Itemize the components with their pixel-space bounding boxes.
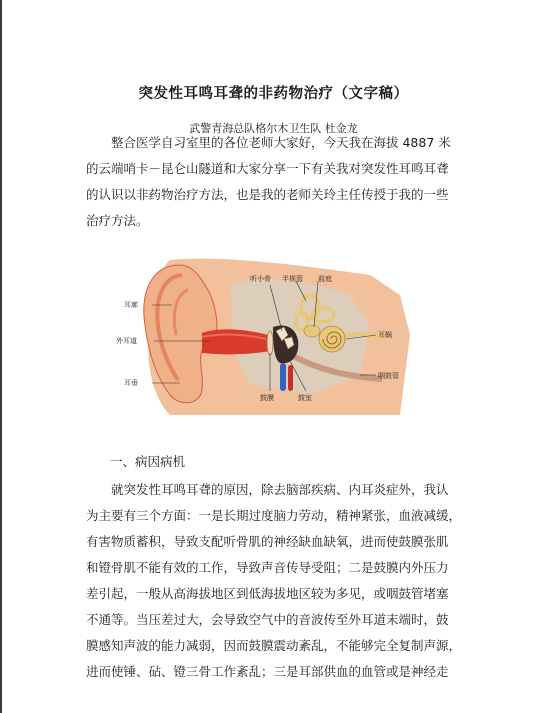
causes-line: 膜感知声波的能力减弱，因而鼓膜震动紊乱，不能够完全复制声源， <box>86 638 462 653</box>
causes-line: 不通等。当压差过大，会导致空气中的音波传至外耳道末端时，鼓 <box>86 612 449 627</box>
intro-line: 整合医学自习室里的各位老师大家好，今天我在海拔 4887 米 <box>111 135 451 150</box>
label-cochlea: 耳蜗 <box>378 331 392 339</box>
causes-line: 为主要有三个方面：一是长期过度脑力劳动，精神紧张，血液减缓， <box>86 508 462 523</box>
causes-paragraph <box>86 477 476 685</box>
label-ear-canal: 外耳道 <box>116 337 137 345</box>
causes-line: 就突发性耳鸣耳聋的原因，除去脑部疾病、内耳炎症外，我认 <box>111 482 449 497</box>
page-left-border <box>0 0 2 713</box>
ear-anatomy-figure <box>110 255 420 415</box>
causes-line: 和镫骨肌不能有效的工作，导致声音传导受阻；二是鼓膜内外压力 <box>86 560 449 575</box>
label-tympanic: 鼓室 <box>298 394 312 402</box>
causes-line: 进而使锤、砧、镫三骨工作紊乱；三是耳部供血的血管或是神经走 <box>86 664 449 679</box>
label-earlobe: 耳垂 <box>124 379 138 387</box>
causes-line: 差引起，一般从高海拔地区到低海拔地区较为多见，或咽鼓管堵塞 <box>86 586 449 601</box>
label-eardrum: 鼓膜 <box>260 394 274 402</box>
intro-line: 的云端哨卡－昆仑山隧道和大家分享一下有关我对突发性耳鸣耳聋 <box>86 161 449 176</box>
label-ossicles: 听小骨 <box>250 275 271 283</box>
intro-line: 的认识以非药物治疗方法，也是我的老师关玲主任传授于我的一些 <box>86 187 449 202</box>
label-pinna: 耳廓 <box>124 301 138 309</box>
label-semicircular: 半规管 <box>282 275 303 283</box>
label-eustachian: 咽鼓管 <box>378 372 399 380</box>
section-heading: 一、病因病机 <box>110 454 186 469</box>
ear-anatomy-illustration <box>110 255 420 415</box>
intro-paragraph <box>86 130 476 234</box>
intro-line: 治疗方法。 <box>86 213 149 228</box>
label-vestibule: 前庭 <box>318 275 332 283</box>
causes-line: 有害物质蓄积，导致支配听骨肌的神经缺血缺氧，进而使鼓膜张肌 <box>86 534 449 549</box>
document-title: 突发性耳鸣耳聋的非药物治疗（文字稿） <box>138 86 409 102</box>
document-author: 武警青海总队格尔木卫生队 杜金龙 <box>189 122 358 135</box>
